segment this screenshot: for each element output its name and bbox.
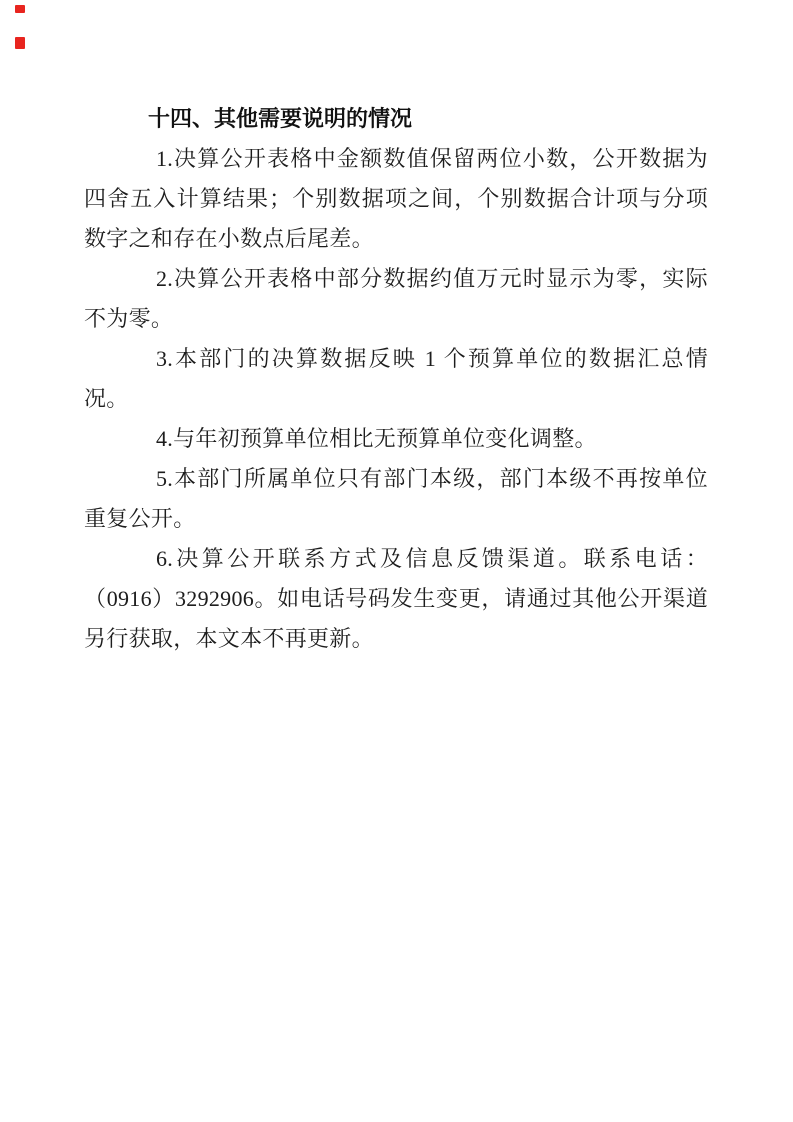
section-heading: 十四、其他需要说明的情况 [148, 106, 413, 131]
red-annotation-mark-icon [15, 37, 25, 49]
red-annotation-mark-icon [15, 5, 25, 13]
paragraph-4: 4.与年初预算单位相比无预算单位变化调整。 [156, 426, 597, 451]
paragraph-2: 2.决算公开表格中部分数据约值万元时显示为零，实际不为零。 [84, 266, 708, 331]
paragraph-5: 5.本部门所属单位只有部门本级，部门本级不再按单位重复公开。 [84, 466, 708, 531]
paragraph-1: 1.决算公开表格中金额数值保留两位小数，公开数据为四舍五入计算结果；个别数据项之间，个别数据合计项与分项数字之和存在小数点后尾差。 [84, 146, 708, 251]
paragraph-3: 3.本部门的决算数据反映 1 个预算单位的数据汇总情况。 [84, 346, 708, 411]
document-body [84, 99, 708, 659]
paragraph-6: 6.决算公开联系方式及信息反馈渠道。联系电话：（0916）3292906。如电话号码发生变更，请通过其他公开渠道另行获取，本文本不再更新。 [84, 546, 708, 651]
